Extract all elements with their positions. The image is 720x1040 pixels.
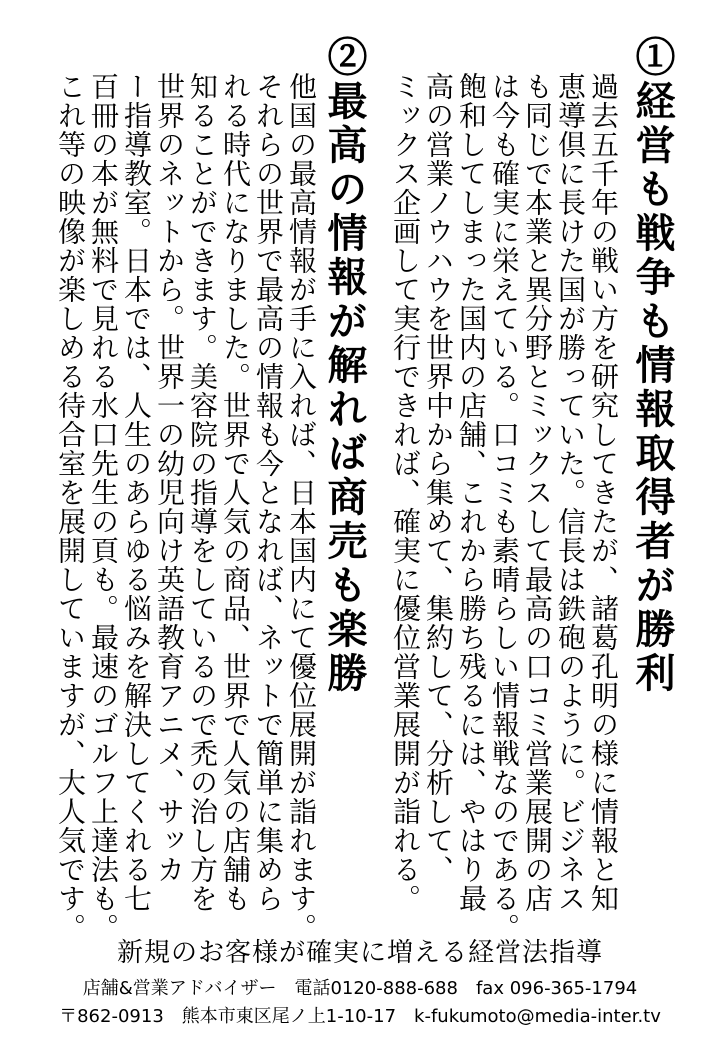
section2-line: 世界のネットから。世界一の幼児向け英語教育アニメ、サッカ xyxy=(153,72,186,884)
section1-line: 過去五千年の戦い方を研究してきたが、諸葛孔明の様に情報と知 xyxy=(587,72,620,913)
section2-heading: ②最高の情報が解れば商売も楽勝 xyxy=(321,36,368,696)
section1-line: ミックス企画して実行できれば、確実に優位営業展開が詣れる。 xyxy=(389,72,422,913)
section1-line: は今も確実に栄えている。口コミも素晴らしい情報戦なのである。 xyxy=(488,72,521,942)
phone-number: 電話0120-888-688 xyxy=(294,978,458,999)
section2-body xyxy=(52,72,318,942)
fax-number: fax 096-365-1794 xyxy=(475,978,638,999)
section1-line: も同じで本業と異分野とミックスして最高の口コミ営業展開の店 xyxy=(521,72,554,913)
section2-line: 百冊の本が無料で見れる水口先生の頁も。最速のゴルフ上達法も。 xyxy=(87,72,120,942)
section1-heading: ①経営も戦争も情報取得者が勝利 xyxy=(629,36,676,696)
section1-line: 飽和してしまった国内の店舗、これから勝ち残るには、やはり最 xyxy=(455,72,488,913)
section2-line: 知ることができます。美容院の指導をしているので禿の治し方を xyxy=(186,72,219,913)
section2-line: ー指導教室。日本では、人生のあらゆる悩みを解決してくれる七 xyxy=(120,72,153,913)
section1-body xyxy=(389,72,620,942)
advisor-role: 店舗&営業アドバイザー xyxy=(82,978,277,999)
section2-line: れる時代になりました。世界で人気の商品、世界で人気の店舗も xyxy=(219,72,252,913)
section2-line: それらの世界で最高の情報も今となれば、ネットで簡単に集めら xyxy=(252,72,285,913)
section2-line: これ等の映像が楽しめる待合室を展開していますが、大人気です。 xyxy=(54,72,87,942)
email-address[interactable]: k-fukumoto@media-inter.tv xyxy=(414,1006,661,1027)
section2-line: 他国の最高情報が手に入れば、日本国内にて優位展開が詣れます。 xyxy=(285,72,318,942)
footer-tagline: 新規のお客様が確実に増える経営法指導 xyxy=(116,938,603,968)
footer-contact xyxy=(0,974,720,1000)
footer-address-line xyxy=(0,1002,720,1028)
postal-address: 〒862-0913 熊本市東区尾ノ上1-10-17 xyxy=(59,1006,397,1027)
section1-line: 高の営業ノウハウを世界中から集めて、集約して、分析して、 xyxy=(422,72,455,884)
section1-line: 恵導倶に長けた国が勝っていた。信長は鉄砲のように。ビジネス xyxy=(554,72,587,913)
